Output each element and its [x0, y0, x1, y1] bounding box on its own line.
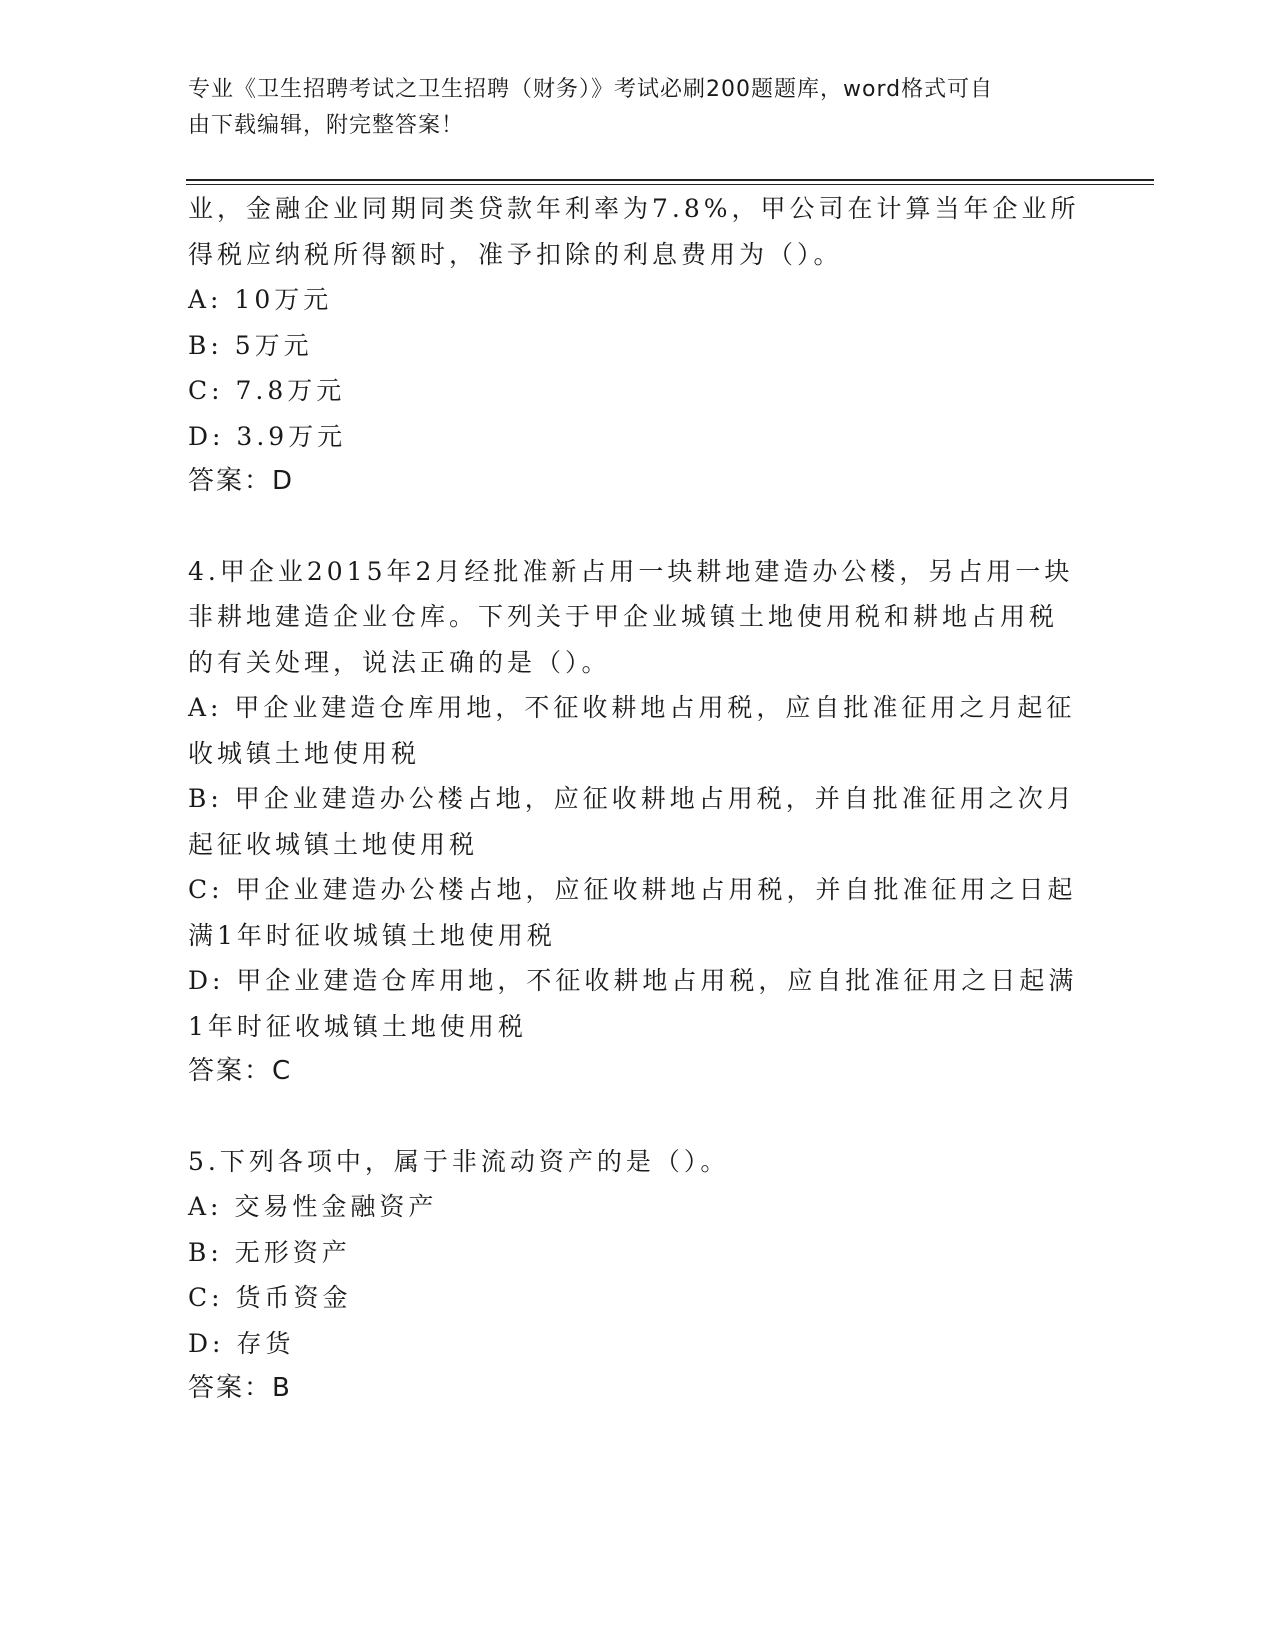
question-4-option-c-line-1: C: 甲企业建造办公楼占地，应征收耕地占用税，并自批准征用之日起 — [188, 875, 1077, 904]
question-4-stem-line-1: 4.甲企业2015年2月经批准新占用一块耕地建造办公楼，另占用一块 — [188, 556, 1074, 586]
question-5-option-c: C: 货币资金 — [188, 1283, 352, 1312]
header-line-2: 由下载编辑，附完整答案！ — [188, 113, 465, 138]
question-4-option-b-line-1: B: 甲企业建造办公楼占地，应征收耕地占用税，并自批准征用之次月 — [188, 784, 1076, 813]
question-5 — [188, 1139, 1088, 1412]
question-5-option-a: A: 交易性金融资产 — [188, 1192, 438, 1221]
question-3-option-c: C: 7.8万元 — [188, 376, 346, 405]
question-5-stem-line-1: 5.下列各项中，属于非流动资产的是（）。 — [188, 1146, 730, 1176]
question-content — [188, 186, 1088, 1412]
question-5-answer: 答案：B — [188, 1373, 292, 1403]
question-4-option-c-line-2: 满1年时征收城镇土地使用税 — [188, 920, 556, 950]
question-4-answer: 答案：C — [188, 1056, 293, 1086]
question-5-option-d: D: 存货 — [188, 1328, 295, 1358]
question-4-option-b-line-2: 起征收城镇土地使用税 — [188, 829, 479, 859]
question-4-stem-line-2: 非耕地建造企业仓库。下列关于甲企业城镇土地使用税和耕地占用税 — [188, 602, 1059, 631]
question-3-option-d: D: 3.9万元 — [188, 421, 347, 451]
question-3-stem-line-1: 业，金融企业同期同类贷款年利率为7.8%，甲公司在计算当年企业所 — [188, 194, 1080, 223]
question-4-option-a-line-1: A: 甲企业建造仓库用地，不征收耕地占用税，应自批准征用之月起征 — [188, 693, 1076, 722]
header-line-1: 专业《卫生招聘考试之卫生招聘（财务）》考试必刷200题题库，word格式可自 — [188, 77, 994, 102]
question-3-stem-line-2: 得税应纳税所得额时，准予扣除的利息费用为（）。 — [188, 239, 843, 269]
header-divider-thick — [186, 179, 1154, 181]
document-header — [188, 72, 1088, 144]
question-4-option-a-line-2: 收城镇土地使用税 — [188, 738, 421, 768]
spacer — [188, 505, 1088, 549]
question-5-option-b: B: 无形资产 — [188, 1237, 351, 1267]
header-divider-thin — [186, 184, 1154, 185]
question-4-option-d-line-2: 1年时征收城镇土地使用税 — [188, 1011, 527, 1041]
question-3 — [188, 186, 1088, 505]
question-4-stem-line-3: 的有关处理，说法正确的是（）。 — [188, 647, 611, 677]
question-4-option-d-line-1: D: 甲企业建造仓库用地，不征收耕地占用税，应自批准征用之日起满 — [188, 966, 1078, 995]
question-3-option-a: A: 10万元 — [188, 285, 333, 314]
question-3-option-b: B: 5万元 — [188, 330, 313, 360]
spacer — [188, 1095, 1088, 1139]
question-4 — [188, 549, 1088, 1095]
question-3-answer: 答案：D — [188, 466, 295, 496]
